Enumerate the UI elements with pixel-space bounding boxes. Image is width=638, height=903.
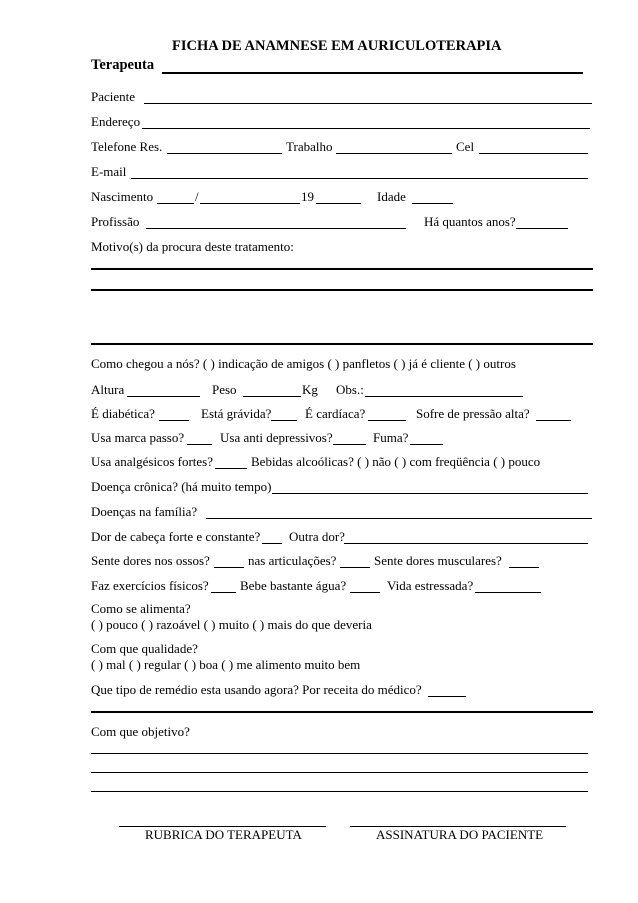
dores-ossos-line[interactable] (214, 567, 244, 568)
nascimento-month-line[interactable] (200, 203, 300, 204)
como-chegou-label: Como chegou a nós? ( ) indicação de amigos ( ) panfletos ( ) já é cliente ( ) outros (91, 356, 516, 371)
objetivo-line-3[interactable] (91, 791, 588, 792)
paciente-line[interactable] (144, 103, 592, 104)
cardiaca-line[interactable] (368, 420, 406, 421)
assinatura-label: ASSINATURA DO PACIENTE (376, 827, 544, 842)
agua-label: Bebe bastante água? (240, 578, 347, 593)
email-label: E-mail (91, 164, 127, 179)
telefone-label: Telefone Res. (91, 139, 163, 154)
objetivo-label: Com que objetivo? (91, 724, 190, 739)
remedio-label: Que tipo de remédio esta usando agora? Por receita do médico? (91, 682, 422, 697)
nascimento-year-line[interactable] (316, 203, 361, 204)
anti-dep-label: Usa anti depressivos? (220, 430, 333, 445)
alimenta-options: ( ) pouco ( ) razoável ( ) muito ( ) mais do que deveria (91, 617, 372, 632)
page-title: FICHA DE ANAMNESE EM AURICULOTERAPIA (172, 38, 502, 54)
objetivo-line-2[interactable] (91, 772, 588, 773)
pressao-line[interactable] (536, 420, 571, 421)
peso-label: Peso (212, 382, 237, 397)
bebidas-label: Bebidas alcoólicas? ( ) não ( ) com freqüência ( ) pouco (251, 454, 541, 469)
trabalho-label: Trabalho (286, 139, 333, 154)
profissao-line[interactable] (146, 228, 406, 229)
pressao-label: Sofre de pressão alta? (416, 406, 530, 421)
gravida-line[interactable] (271, 420, 297, 421)
motivo-label: Motivo(s) da procura deste tratamento: (91, 239, 294, 254)
terapeuta-line[interactable] (162, 72, 583, 74)
dor-cabeca-line[interactable] (262, 543, 282, 544)
doencas-familia-label: Doenças na família? (91, 504, 198, 519)
gravida-label: Está grávida? (201, 406, 272, 421)
analgesicos-line[interactable] (215, 468, 247, 469)
estressada-line[interactable] (475, 592, 541, 593)
altura-label: Altura (91, 382, 125, 397)
articulacoes-label: nas articulações? (248, 553, 337, 568)
estressada-label: Vida estressada? (387, 578, 474, 593)
articulacoes-line[interactable] (340, 567, 370, 568)
doenca-cronica-line[interactable] (272, 493, 588, 494)
cel-label: Cel (456, 139, 475, 154)
motivo-line-1[interactable] (91, 268, 593, 270)
remedio-separator-line[interactable] (91, 711, 593, 713)
agua-line[interactable] (350, 592, 380, 593)
musculares-label: Sente dores musculares? (374, 553, 502, 568)
peso-line[interactable] (243, 396, 301, 397)
doenca-cronica-label: Doença crônica? (há muito tempo) (91, 479, 272, 494)
ha-quantos-label: Há quantos anos? (424, 214, 516, 229)
kg-label: Kg (302, 382, 318, 397)
outra-dor-label: Outra dor? (289, 529, 345, 544)
exercicios-line[interactable] (211, 592, 236, 593)
musculares-line[interactable] (509, 567, 539, 568)
qualidade-options: ( ) mal ( ) regular ( ) boa ( ) me alimento muito bem (91, 657, 361, 672)
alimenta-question: Como se alimenta? (91, 601, 191, 616)
motivo-line-3[interactable] (91, 343, 593, 345)
marca-passo-line[interactable] (187, 444, 212, 445)
fuma-line[interactable] (410, 444, 443, 445)
email-line[interactable] (131, 178, 588, 179)
profissao-label: Profissão (91, 214, 140, 229)
paciente-label: Paciente (91, 89, 136, 104)
dores-ossos-label: Sente dores nos ossos? (91, 553, 210, 568)
outra-dor-line[interactable] (344, 543, 588, 544)
idade-label: Idade (377, 189, 406, 204)
cardiaca-label: É cardíaca? (305, 406, 366, 421)
analgesicos-label: Usa analgésicos fortes? (91, 454, 214, 469)
endereco-label: Endereço (91, 114, 141, 129)
remedio-line[interactable] (428, 696, 466, 697)
altura-line[interactable] (127, 396, 200, 397)
qualidade-question: Com que qualidade? (91, 641, 198, 656)
obs-line[interactable] (365, 396, 523, 397)
diabetica-label: É diabética? (91, 406, 155, 421)
rubrica-label: RUBRICA DO TERAPEUTA (145, 827, 302, 842)
endereco-line[interactable] (142, 128, 590, 129)
trabalho-line[interactable] (336, 153, 452, 154)
terapeuta-label: Terapeuta (91, 57, 155, 73)
dor-cabeca-label: Dor de cabeça forte e constante? (91, 529, 261, 544)
obs-label: Obs.: (336, 382, 364, 397)
motivo-line-2[interactable] (91, 289, 593, 291)
nascimento-slash: / (195, 189, 199, 204)
fuma-label: Fuma? (373, 430, 409, 445)
doencas-familia-line[interactable] (206, 518, 592, 519)
ha-quantos-line[interactable] (516, 228, 568, 229)
objetivo-line-1[interactable] (91, 753, 588, 754)
anti-dep-line[interactable] (333, 444, 366, 445)
idade-line[interactable] (412, 203, 453, 204)
telefone-line[interactable] (167, 153, 282, 154)
nascimento-century: 19 (301, 189, 314, 204)
nascimento-label: Nascimento (91, 189, 154, 204)
marca-passo-label: Usa marca passo? (91, 430, 185, 445)
diabetica-line[interactable] (159, 420, 189, 421)
cel-line[interactable] (479, 153, 588, 154)
nascimento-day-line[interactable] (157, 203, 194, 204)
exercicios-label: Faz exercícios físicos? (91, 578, 209, 593)
